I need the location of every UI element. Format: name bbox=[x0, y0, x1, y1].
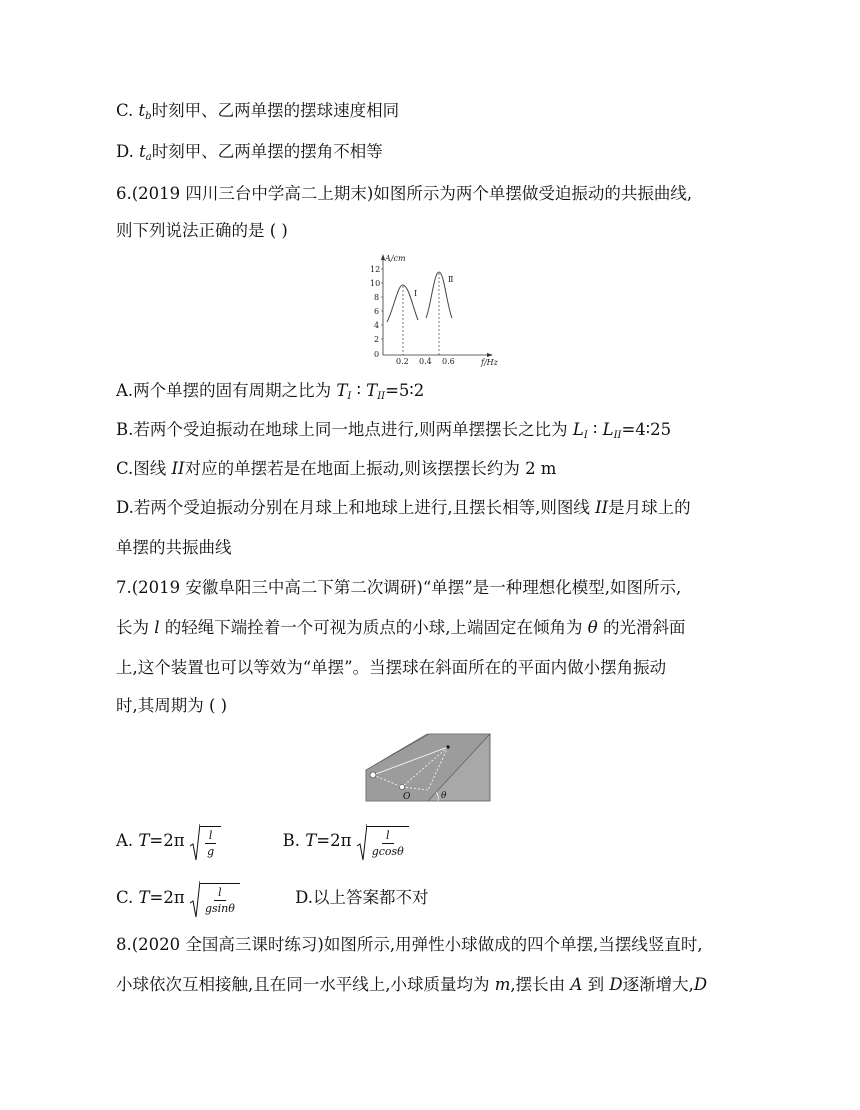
sqrt-l-over-gsin: $\frac{l}{gsin\theta}$ bbox=[190, 879, 240, 919]
y-ticks bbox=[370, 265, 380, 359]
y-tick-0: 0 bbox=[374, 350, 380, 359]
y-tick-4: 4 bbox=[374, 321, 380, 330]
q7-stem-line4: 时,其周期为 ( ) bbox=[116, 696, 228, 715]
y-tick-6: 6 bbox=[374, 307, 380, 316]
y-tick-8: 8 bbox=[374, 293, 380, 302]
q7-option-d: D.以上答案都不对 bbox=[295, 888, 429, 907]
q7-options-ab bbox=[116, 819, 409, 863]
q8-stem-line1: 8.(2020 全国高三课时练习)如图所示,用弹性小球做成的四个单摆,当摆线竖直时, bbox=[116, 935, 703, 954]
q6-stem-line2: 则下列说法正确的是 ( ) bbox=[116, 221, 288, 240]
q6-option-b: B.若两个受迫振动在地球上同一地点进行,则两单摆摆长之比为 $L_I$ ∶ $L_{II}=4∶25$ bbox=[116, 420, 672, 441]
q6-stem-line1: 6.(2019 四川三台中学高二上期末)如图所示为两个单摆做受迫振动的共振曲线, bbox=[116, 184, 693, 203]
y-tick-2: 2 bbox=[374, 335, 380, 344]
sqrt-l-over-gcos: $\frac{l}{gcos\theta}$ bbox=[357, 822, 409, 862]
q7-options-cd bbox=[116, 876, 429, 920]
pendulum-ball bbox=[370, 772, 376, 778]
incline-pendulum-figure bbox=[362, 730, 497, 805]
option-d-prev: D. $t_a$时刻甲、乙两单摆的摆角不相等 bbox=[116, 142, 383, 163]
resonance-curve-figure bbox=[366, 248, 506, 368]
q7-stem-line1: 7.(2019 安徽阜阳三中高二下第二次调研)“单摆”是一种理想化模型,如图所示, bbox=[116, 578, 682, 597]
y-axis-label: A/cm bbox=[385, 254, 406, 263]
q8-stem-line2: 小球依次互相接触,且在同一水平线上,小球质量均为 m,摆长由 A 到 D逐渐增大,D bbox=[116, 975, 708, 994]
x-axis-label: f/Hz bbox=[481, 358, 498, 367]
curve-label-II: Ⅱ bbox=[448, 275, 454, 284]
q6-option-d-cont: 单摆的共振曲线 bbox=[116, 538, 232, 557]
curve-label-I: I bbox=[414, 289, 418, 298]
q7-option-b: B. T=2π $\frac{l}{gcos\theta}$ bbox=[283, 819, 409, 863]
y-tick-12: 12 bbox=[370, 265, 381, 274]
q7-stem-line2: 长为 l 的轻绳下端拴着一个可视为质点的小球,上端固定在倾角为 θ 的光滑斜面 bbox=[116, 618, 686, 637]
q6-option-d: D.若两个受迫振动分别在月球上和地球上进行,且摆长相等,则图线 II是月球上的 bbox=[116, 498, 691, 517]
y-tick-10: 10 bbox=[370, 279, 381, 288]
q7-option-c: C. T=2π $\frac{l}{gsin\theta}$ bbox=[116, 876, 240, 920]
x-tick-0.6: 0.6 bbox=[442, 357, 455, 366]
x-tick-0.4: 0.4 bbox=[419, 357, 432, 366]
sqrt-l-over-g: $\frac{l}{g}$ bbox=[190, 822, 222, 862]
option-c-prev: C. $t_b$时刻甲、乙两单摆的摆球速度相同 bbox=[116, 101, 400, 122]
q6-option-c: C.图线 II对应的单摆若是在地面上振动,则该摆摆长约为 2 m bbox=[116, 459, 557, 478]
point-label-O: O bbox=[403, 792, 411, 802]
q7-option-a: A. T=2π $\frac{l}{g}$ bbox=[116, 819, 221, 863]
angle-label-theta: θ bbox=[441, 791, 447, 801]
q6-option-a: A.两个单摆的固有周期之比为 $T_I$ ∶ $T_{II}=5∶2$ bbox=[116, 381, 425, 402]
q7-stem-line3: 上,这个装置也可以等效为“单摆”。当摆球在斜面所在的平面内做小摆角振动 bbox=[116, 658, 667, 677]
x-tick-0.2: 0.2 bbox=[396, 357, 409, 366]
x-ticks bbox=[396, 357, 455, 366]
